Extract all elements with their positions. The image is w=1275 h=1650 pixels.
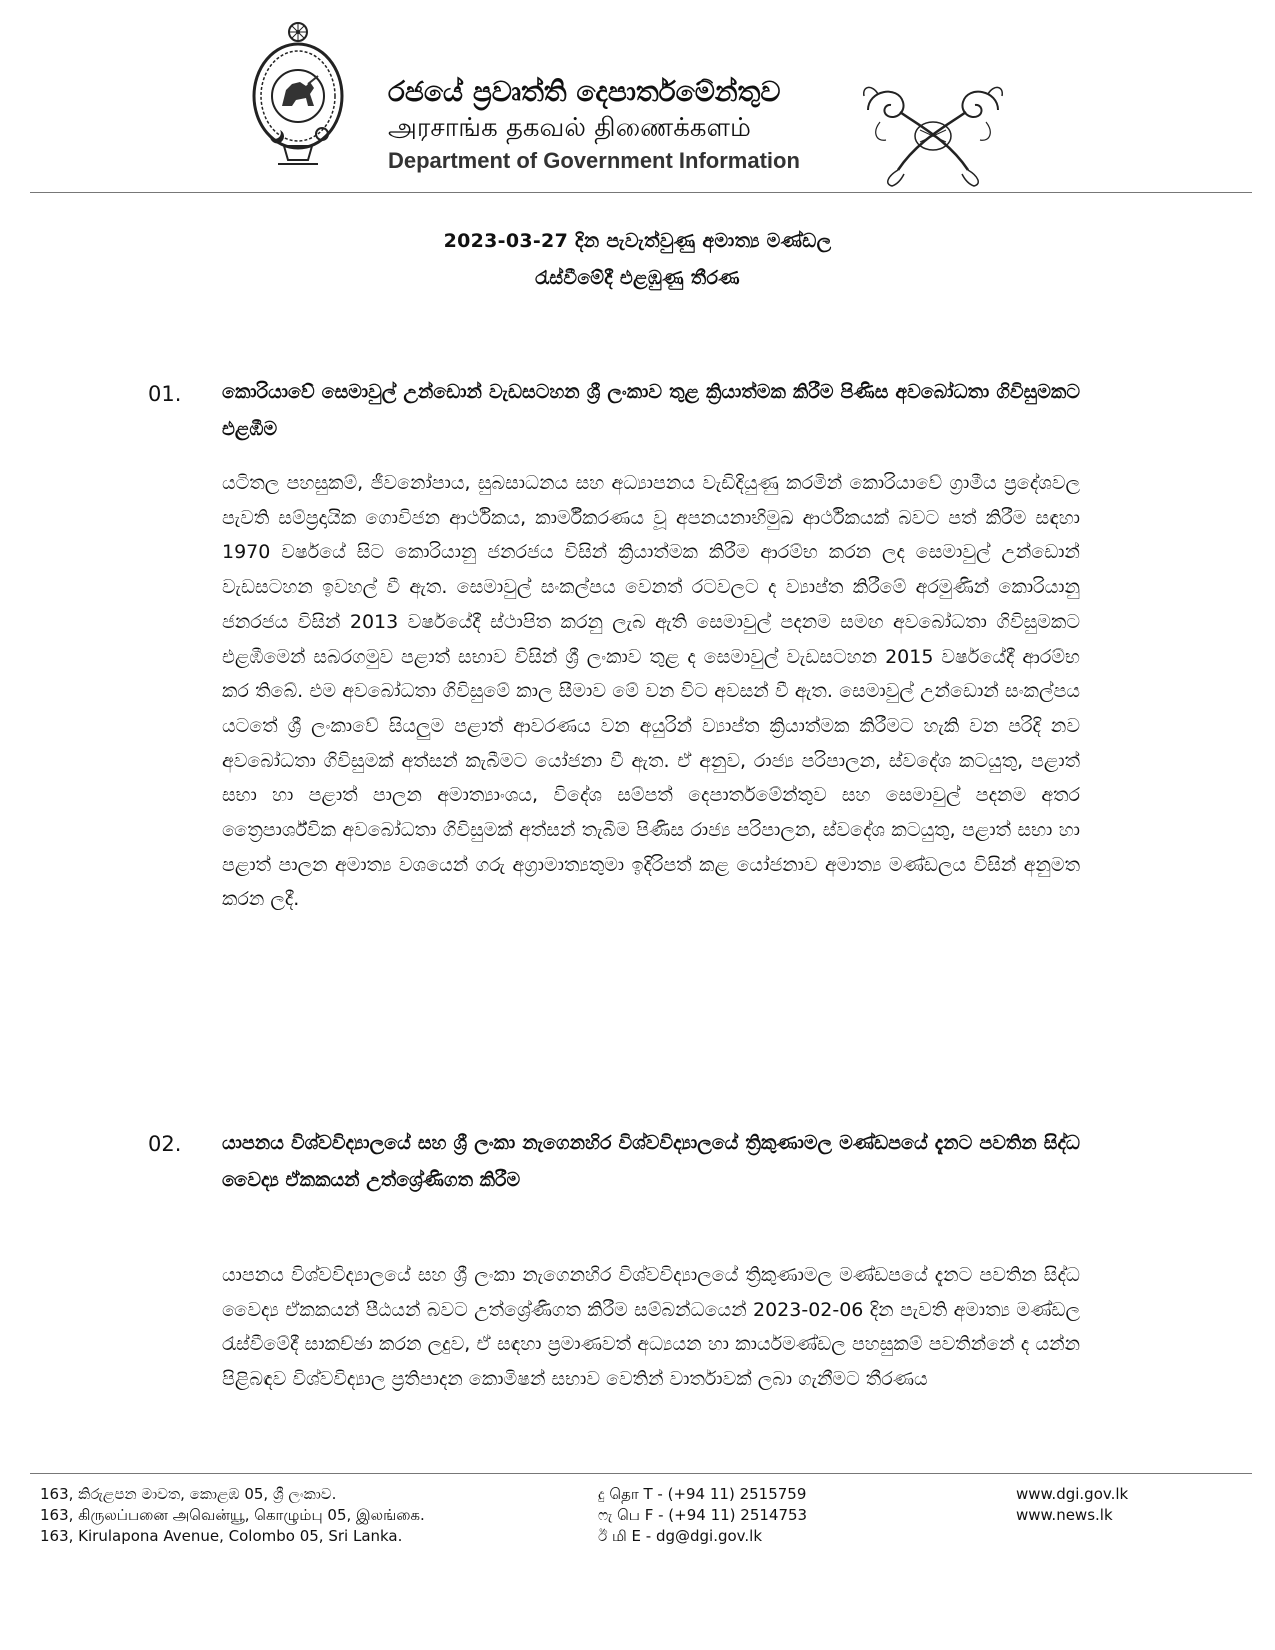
footer-contact xyxy=(598,1484,898,1547)
document-title-line-2: රැස්වීමේදී එළඹුණු තීරණ xyxy=(535,267,740,289)
address-tamil: 163, கிருலப்பனை அவென்யூ, கொழும்பு 05, இலங்கை. xyxy=(40,1506,425,1524)
telephone-number: දු தொ T - (+94 11) 2515759 xyxy=(598,1485,807,1503)
fax-number: ෆැ பெ F - (+94 11) 2514753 xyxy=(598,1506,808,1524)
department-name-english: Department of Government Information xyxy=(388,148,800,173)
website-link[interactable]: www.news.lk xyxy=(1016,1506,1113,1524)
header-divider xyxy=(30,192,1252,193)
item-body: යටිතල පහසුකම්, ජීවනෝපාය, සුබසාධනය සහ අධ්‍යාපනය වැඩිදියුණු කරමින් කොරියාවේ ග්‍රාමීය ප්‍රදේශවල පැවති සම්ප්‍රදායික ගොවිජන ආර්ථිකය, කාර්මීකරණය වූ අපනයනාභිමුඛ ආර්ථිකයක් බවට පත් කිරීම සඳහා 1970 වර්ෂයේ සිට කොරියානු ජනරජය විසින් ක්‍රියාත්මක කිරීම ආරම්භ කරන ලද සෙමාවුල් උන්ඩොන් වැඩසටහන ඉවහල් වී ඇත. සෙමාවුල් සංකල්පය වෙනත් රටවලට ද ව්‍යාප්ත කිරීමේ අරමුණින් කොරියානු ජනරජය විසින් 2013 වර්ෂයේදී ස්ථාපිත කරනු ලැබ ඇති සෙමාවුල් පදනම සමඟ අවබෝධතා ගිවිසුමකට එළඹීමෙන් සබරගමුව පළාත් සභාව විසින් ශ්‍රී ලංකාව තුළ ද සෙමාවුල් වැඩසටහන 2015 වර්ෂයේදී ආරම්භ කර තිබේ. එම අවබෝධතා ගිවිසුමේ කාල සීමාව මේ වන විට අවසන් වී ඇත. සෙමාවුල් උන්ඩොන් සංකල්පය යටතේ ශ්‍රී ලංකාවේ සියලුම පළාත් ආවරණය වන අයුරින් ව්‍යාප්ත ක්‍රියාත්මක කිරීමට හැකි වන පරිදි නව අවබෝධතා ගිවිසුමක් අත්සන් කැබීමට යෝජනා වී ඇත. ඒ අනුව, රාජ්‍ය පරිපාලන, ස්වදේශ කටයුතු, පළාත් සභා හා පළාත් පාලන අමාත්‍යාංශය, විදේශ සම්පත් දෙපාර්තමේන්තුව සහ සෙමාවුල් පදනම අතර ත්‍රෛපාර්ශ්වික අවබෝධතා ගිවිසුමක් අත්සන් තැබීම පිණිස රාජ්‍ය පරිපාලන, ස්වදේශ කටයුතු, පළාත් සභා හා පළාත් පාලන අමාත්‍ය වශයෙන් ගරු අග්‍රාමාත්‍යතුමා ඉදිරිපත් කළ යෝජනාව අමාත්‍ය මණ්ඩලය විසින් අනුමත කරන ලදී. xyxy=(222,472,1080,911)
footer-address xyxy=(40,1484,560,1547)
twin-fish-logo-icon xyxy=(858,80,1008,190)
item-number: 02. xyxy=(148,1132,182,1156)
address-english: 163, Kirulapona Avenue, Colombo 05, Sri Lanka. xyxy=(40,1527,403,1545)
footer-divider xyxy=(30,1473,1252,1474)
item-heading: කොරියාවේ සෙමාවුල් උන්ඩොන් වැඩසටහන ශ්‍රී ලංකාව තුළ ක්‍රියාත්මක කිරීම පිණිස අවබෝධතා ගිවිසුමකට එළඹීම xyxy=(222,381,1080,440)
email-address: ඊ மி E - dg@dgi.gov.lk xyxy=(598,1527,763,1545)
department-name-tamil: அரசாங்க தகவல் திணைக்களம் xyxy=(388,113,751,143)
website-link[interactable]: www.dgi.gov.lk xyxy=(1016,1485,1129,1503)
document-title-line-1: 2023-03-27 දින පැවැත්වුණු අමාත්‍ය මණ්ඩල xyxy=(443,230,832,252)
item-body: යාපනය විශ්වවිද්‍යාලයේ සහ ශ්‍රී ලංකා නැගෙනහිර විශ්වවිද්‍යාලයේ ත්‍රිකුණාමල මණ්ඩපයේ දැනට පවතින සිද්ධ වෛද්‍ය ඒකකයන් පීඨයන් බවට උත්ශ්‍රේණිගත කිරීම සම්බන්ධයෙන් 2023-02-06 දින පැවති අමාත්‍ය මණ්ඩල රැස්වීමේදී සාකච්ඡා කරන ලදුව, ඒ සඳහා ප්‍රමාණවත් අධ්‍යයන හා කාර්යමණ්ඩල පහසුකම් පවතින්නේ ද යන්න පිළිබඳව විශ්වවිද්‍යාල ප්‍රතිපාදන කොමිෂන් සභාව වෙතින් වාර්තාවක් ලබා ගැනීමට තීරණය xyxy=(222,1264,1080,1391)
item-heading: යාපනය විශ්වවිද්‍යාලයේ සහ ශ්‍රී ලංකා නැගෙනහිර විශ්වවිද්‍යාලයේ ත්‍රිකුණාමල මණ්ඩපයේ දැනට පවතින සිද්ධ වෛද්‍ය ඒකකයන් උත්ශ්‍රේණිගත කිරීම xyxy=(222,1132,1080,1191)
item-number: 01. xyxy=(148,382,182,406)
address-sinhala: 163, කිරුළපන මාවත, කොළඹ 05, ශ්‍රී ලංකාව. xyxy=(40,1485,337,1503)
footer-websites xyxy=(1016,1484,1216,1526)
sri-lanka-emblem-icon xyxy=(248,18,348,168)
department-name-sinhala: රජයේ ප්‍රවෘත්ති දෙපාර්තමේන්තුව xyxy=(388,75,781,108)
department-name-block xyxy=(388,74,858,176)
